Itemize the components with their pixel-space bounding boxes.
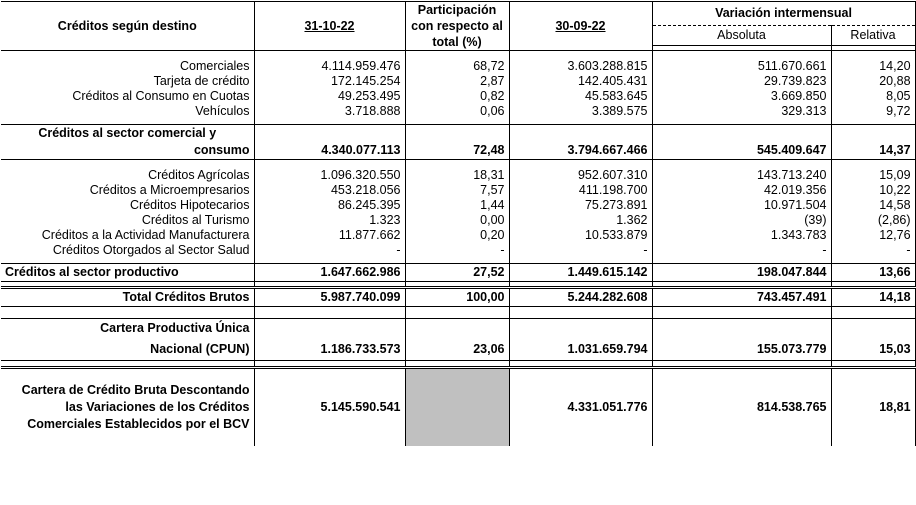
table-cell: -: [254, 243, 405, 258]
table-cell: 1.096.320.550: [254, 168, 405, 183]
table-cell: [405, 307, 509, 319]
table-cell: [1, 307, 254, 319]
table-cell: Créditos al sector productivo: [1, 264, 254, 282]
table-cell: [405, 160, 509, 168]
table-cell: 814.538.765: [652, 368, 831, 446]
table-cell: Créditos al Consumo en Cuotas: [1, 89, 254, 104]
row-agricolas: [1, 168, 915, 183]
table-cell: 5.145.590.541: [254, 368, 405, 446]
table-cell: 12,76: [831, 228, 915, 243]
header-variation: Variación intermensual: [652, 2, 915, 26]
table-cell: Tarjeta de crédito: [1, 74, 254, 89]
row-cpun: [1, 339, 915, 361]
row-subtotal-productivo: [1, 264, 915, 282]
credit-table: [1, 1, 916, 446]
table-cell: 14,20: [831, 59, 915, 74]
row-turismo: [1, 213, 915, 228]
row-consumo-cuotas: [1, 89, 915, 104]
row-cartera-bruta: [1, 368, 915, 446]
table-cell: 15,09: [831, 168, 915, 183]
header-participation: Participación con respecto al total (%): [405, 2, 509, 51]
table-cell: 545.409.647: [652, 143, 831, 160]
spacer-row: [1, 51, 915, 59]
table-cell: 8,05: [831, 89, 915, 104]
table-cell: [254, 125, 405, 143]
table-cell: 1.449.615.142: [509, 264, 652, 282]
table-cell: 11.877.662: [254, 228, 405, 243]
table-cell: 3.603.288.815: [509, 59, 652, 74]
table-cell: [405, 51, 509, 59]
table-cell: 511.670.661: [652, 59, 831, 74]
table-cell: 0,00: [405, 213, 509, 228]
row-microempresarios: [1, 183, 915, 198]
table-cell: 18,31: [405, 168, 509, 183]
table-cell: [652, 307, 831, 319]
table-cell: 4.331.051.776: [509, 368, 652, 446]
table-cell: 45.583.645: [509, 89, 652, 104]
table-cell: [831, 361, 915, 368]
table-cell: 5.987.740.099: [254, 288, 405, 307]
row-total: [1, 288, 915, 307]
table-cell: 172.145.254: [254, 74, 405, 89]
table-cell: Cartera Productiva Única: [1, 319, 254, 339]
table-cell: consumo: [1, 143, 254, 160]
table-cell: 10,22: [831, 183, 915, 198]
table-cell: 142.405.431: [509, 74, 652, 89]
table-cell: Nacional (CPUN): [1, 339, 254, 361]
table-cell: 14,58: [831, 198, 915, 213]
table-cell: [509, 307, 652, 319]
table-cell: 1.031.659.794: [509, 339, 652, 361]
row-subtotal-comercial: [1, 125, 915, 143]
table-cell: [509, 361, 652, 368]
table-cell: -: [652, 243, 831, 258]
table-cell: [831, 319, 915, 339]
table-cell: 743.457.491: [652, 288, 831, 307]
table-cell: [831, 51, 915, 59]
header-date-prior-text: 30-09-22: [555, 18, 606, 33]
table-cell: 10.971.504: [652, 198, 831, 213]
row-cpun-label: [1, 319, 915, 339]
gray-blank-cell: [405, 368, 509, 446]
table-cell: (39): [652, 213, 831, 228]
table-cell: 1.323: [254, 213, 405, 228]
table-cell: [652, 361, 831, 368]
table-cell: Comerciales: [1, 59, 254, 74]
table-cell: Créditos Otorgados al Sector Salud: [1, 243, 254, 258]
table-cell: 10.533.879: [509, 228, 652, 243]
spacer-row: [1, 160, 915, 168]
table-cell: 13,66: [831, 264, 915, 282]
table-cell: 0,82: [405, 89, 509, 104]
table-cell: 453.218.056: [254, 183, 405, 198]
table-cell: [1, 51, 254, 59]
table-cell: [254, 51, 405, 59]
table-cell: 4.340.077.113: [254, 143, 405, 160]
row-subtotal-comercial-values: [1, 143, 915, 160]
table-cell: [254, 319, 405, 339]
table-cell: [652, 125, 831, 143]
table-cell: [652, 51, 831, 59]
table-cell: 9,72: [831, 104, 915, 119]
row-salud: [1, 243, 915, 258]
table-cell: 411.198.700: [509, 183, 652, 198]
table-cell: 5.244.282.608: [509, 288, 652, 307]
table-cell: [509, 160, 652, 168]
table-cell: 1.647.662.986: [254, 264, 405, 282]
header-absolute: Absoluta: [652, 25, 831, 45]
table-cell: 14,37: [831, 143, 915, 160]
table-cell: 18,81: [831, 368, 915, 446]
table-cell: 155.073.779: [652, 339, 831, 361]
table-cell: 3.389.575: [509, 104, 652, 119]
table-cell: -: [509, 243, 652, 258]
row-hipotecarios: [1, 198, 915, 213]
table-cell: Créditos al sector comercial y: [1, 125, 254, 143]
table-cell: 49.253.495: [254, 89, 405, 104]
table-cell: 1.362: [509, 213, 652, 228]
header-destino: Créditos según destino: [1, 2, 254, 51]
table-cell: -: [405, 243, 509, 258]
table-cell: [831, 307, 915, 319]
table-cell: 68,72: [405, 59, 509, 74]
table-cell: Total Créditos Brutos: [1, 288, 254, 307]
table-cell: 72,48: [405, 143, 509, 160]
header-row: [1, 2, 915, 26]
row-manufacturera: [1, 228, 915, 243]
table-cell: [405, 361, 509, 368]
row-tarjeta: [1, 74, 915, 89]
table-cell: 3.669.850: [652, 89, 831, 104]
table-cell: 23,06: [405, 339, 509, 361]
table-cell: 4.114.959.476: [254, 59, 405, 74]
table-cell: [1, 160, 254, 168]
header-date-prior: [509, 2, 652, 51]
header-date-current: [254, 2, 405, 51]
spacer-row: [1, 361, 915, 368]
table-cell: 20,88: [831, 74, 915, 89]
table-cell: Créditos a la Actividad Manufacturera: [1, 228, 254, 243]
table-cell: 952.607.310: [509, 168, 652, 183]
header-relative: Relativa: [831, 25, 915, 45]
row-vehiculos: [1, 104, 915, 119]
table-cell: 3.718.888: [254, 104, 405, 119]
table-cell: Créditos Agrícolas: [1, 168, 254, 183]
table-cell: 100,00: [405, 288, 509, 307]
table-cell: 29.739.823: [652, 74, 831, 89]
table-cell: 0,20: [405, 228, 509, 243]
table-cell: (2,86): [831, 213, 915, 228]
table-cell: 1,44: [405, 198, 509, 213]
table-cell: [509, 319, 652, 339]
table-cell: 1.343.783: [652, 228, 831, 243]
table-cell: Créditos Hipotecarios: [1, 198, 254, 213]
table-cell: 14,18: [831, 288, 915, 307]
table-cell: Créditos al Turismo: [1, 213, 254, 228]
table-cell: Créditos a Microempresarios: [1, 183, 254, 198]
table-cell: 198.047.844: [652, 264, 831, 282]
table-cell: 329.313: [652, 104, 831, 119]
spacer-row: [1, 307, 915, 319]
cartera-label: Cartera de Crédito Bruta Descontando las Variaciones de los Créditos Comerciales Establecidos por el BCV: [1, 368, 254, 446]
table-cell: [509, 51, 652, 59]
table-cell: 3.794.667.466: [509, 143, 652, 160]
table-cell: 15,03: [831, 339, 915, 361]
table-cell: [831, 125, 915, 143]
table-cell: [652, 319, 831, 339]
table-cell: 143.713.240: [652, 168, 831, 183]
table-cell: [405, 319, 509, 339]
table-cell: [1, 361, 254, 368]
header-date-current-text: 31-10-22: [304, 18, 355, 33]
table-cell: 86.245.395: [254, 198, 405, 213]
table-cell: 1.186.733.573: [254, 339, 405, 361]
table-cell: 42.019.356: [652, 183, 831, 198]
table-cell: 7,57: [405, 183, 509, 198]
table-cell: 0,06: [405, 104, 509, 119]
table-cell: -: [831, 243, 915, 258]
table-cell: 2,87: [405, 74, 509, 89]
table-cell: [509, 125, 652, 143]
table-cell: 75.273.891: [509, 198, 652, 213]
table-cell: [254, 307, 405, 319]
table-cell: [254, 361, 405, 368]
table-cell: [405, 125, 509, 143]
table-cell: [254, 160, 405, 168]
table-cell: Vehículos: [1, 104, 254, 119]
table-cell: [652, 160, 831, 168]
table-cell: [831, 160, 915, 168]
row-comerciales: [1, 59, 915, 74]
table-cell: 27,52: [405, 264, 509, 282]
